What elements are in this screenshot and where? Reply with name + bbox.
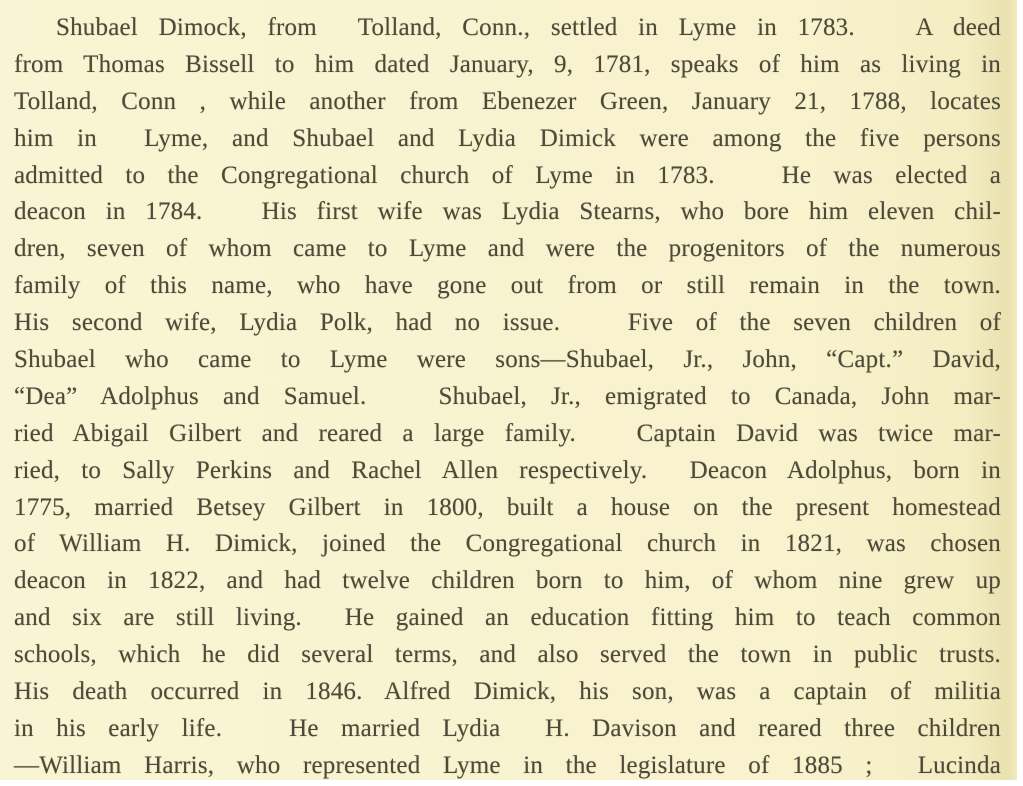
text-line: dren, seven of whom came to Lyme and were the progenitors of the numerous [14,235,1001,263]
text-line: admitted to the Congregational church of Lyme in 1783. He was elected a [14,161,1001,189]
text-line: His second wife, Lydia Polk, had no issue. Five of the seven children of [14,309,1001,337]
text-line: Tolland, Conn , while another from Ebenezer Green, January 21, 1788, locates [14,87,1001,115]
text-line: family of this name, who have gone out from or still remain in the town. [14,272,1001,300]
text-line: from Thomas Bissell to him dated January, 9, 1781, speaks of him as living in [14,50,1001,78]
text-line: schools, which he did several terms, and also served the town in public trusts. [14,641,1001,669]
text-line: “Dea” Adolphus and Samuel. Shubael, Jr., emigrated to Canada, John mar- [14,382,1001,410]
text-line: in his early life. He married Lydia H. Davison and reared three children [14,714,1001,742]
text-line: Shubael who came to Lyme were sons—Shubael, Jr., John, “Capt.” David, [14,346,1001,374]
text-line: His death occurred in 1846. Alfred Dimick, his son, was a captain of militia [14,678,1001,706]
text-line: deacon in 1822, and had twelve children born to him, of whom nine grew up [14,567,1001,595]
text-line: deacon in 1784. His first wife was Lydia Stearns, who bore him eleven chil- [14,198,1001,226]
text-line: and six are still living. He gained an education fitting him to teach common [14,604,1001,632]
text-line: 1775, married Betsey Gilbert in 1800, built a house on the present homestead [14,493,1001,521]
text-line: ried, to Sally Perkins and Rachel Allen respectively. Deacon Adolphus, born in [14,456,1001,484]
paragraph-text [14,10,1001,785]
text-line: ried Abigail Gilbert and reared a large family. Captain David was twice mar- [14,419,1001,447]
text-line: of William H. Dimick, joined the Congregational church in 1821, was chosen [14,530,1001,558]
text-line: Shubael Dimock, from Tolland, Conn., settled in Lyme in 1783. A deed [56,14,1001,41]
text-line: —William Harris, who represented Lyme in the legislature of 1885 ; Lucinda [14,751,1001,779]
text-line: him in Lyme, and Shubael and Lydia Dimick were among the five persons [14,124,1001,152]
